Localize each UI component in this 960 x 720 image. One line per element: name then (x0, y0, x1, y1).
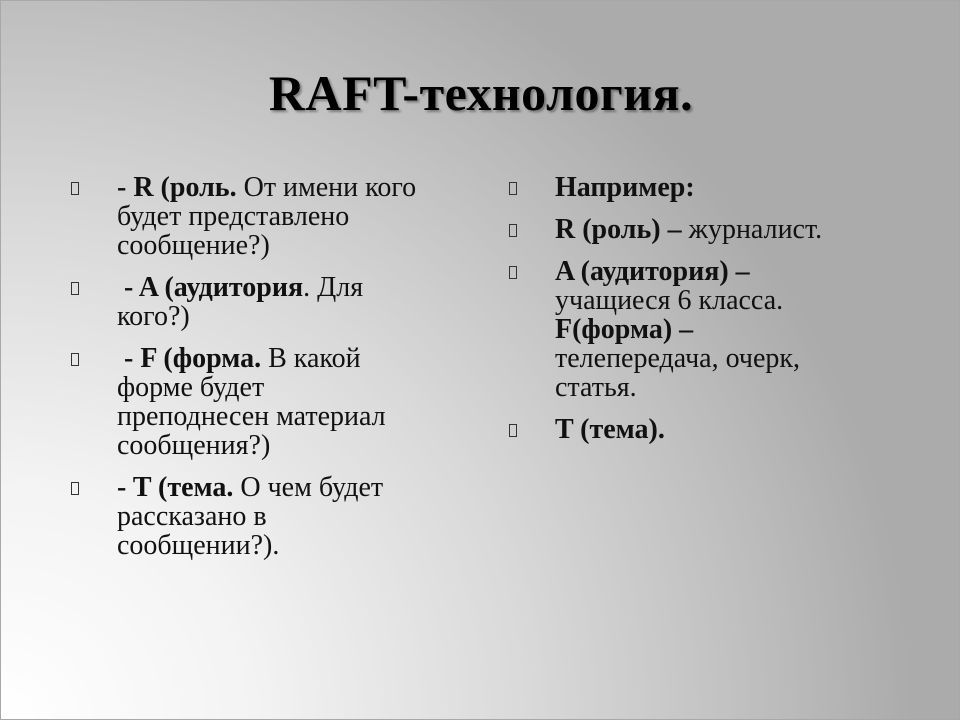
text-normal: будет представлено (117, 201, 350, 232)
bullet-box-icon (509, 266, 517, 279)
text-bold: - T (тема. (117, 472, 234, 503)
text-line (555, 257, 909, 286)
text-normal: . Для (303, 272, 364, 303)
text-line (117, 373, 471, 402)
text-line (117, 202, 471, 231)
text-normal: статья. (555, 372, 637, 403)
text-normal: В какой (261, 343, 361, 374)
slide-title: RAFT-технология. (268, 65, 694, 121)
right-list-item (509, 415, 909, 444)
text-normal: кого?) (117, 301, 190, 332)
text-line (117, 402, 471, 431)
right-column (509, 173, 909, 457)
text-normal: журналист. (681, 214, 823, 245)
text-line (117, 431, 471, 460)
text-line (555, 344, 909, 373)
text-line (117, 273, 471, 302)
text-bold: - F (форма. (117, 343, 262, 374)
text-line (117, 173, 471, 202)
text-bold: T (тема). (555, 414, 665, 445)
text-line (555, 315, 909, 344)
text-normal: форме будет (117, 372, 265, 403)
text-normal: сообщения?) (117, 430, 271, 461)
text-line (555, 173, 909, 202)
text-normal: преподнесен материал (117, 401, 386, 432)
left-column (71, 173, 471, 573)
text-normal: учащиеся 6 класса. (555, 285, 784, 316)
text-line (117, 231, 471, 260)
bullet-box-icon (71, 182, 79, 195)
bullet-box-icon (71, 282, 79, 295)
text-bold: Например: (555, 172, 695, 203)
bullet-box-icon (71, 353, 79, 366)
text-line (117, 302, 471, 331)
bullet-box-icon (509, 182, 517, 195)
text-line (555, 215, 909, 244)
bullet-box-icon (71, 482, 79, 495)
text-normal: От имени кого (236, 172, 417, 203)
text-line (555, 286, 909, 315)
left-list-item (71, 473, 471, 560)
right-list-item (509, 257, 909, 402)
text-bold: - R (роль. (117, 172, 237, 203)
right-list-item (509, 173, 909, 202)
text-bold: F(форма) – (555, 314, 694, 345)
text-line (117, 502, 471, 531)
text-normal: рассказано в (117, 501, 267, 532)
left-list-item (71, 173, 471, 260)
text-line (555, 373, 909, 402)
text-line (117, 473, 471, 502)
bullet-box-icon (509, 224, 517, 237)
right-list-item (509, 215, 909, 244)
text-bold: - A (аудитория (117, 272, 304, 303)
left-list-item (71, 344, 471, 460)
text-bold: A (аудитория) – (555, 256, 750, 287)
text-line (555, 415, 909, 444)
text-normal: О чем будет (233, 472, 384, 503)
text-normal: сообщение?) (117, 230, 270, 261)
bullet-box-icon (509, 424, 517, 437)
text-bold: R (роль) – (555, 214, 682, 245)
text-normal: телепередача, очерк, (555, 343, 800, 374)
text-normal: сообщении?). (117, 530, 280, 561)
text-line (117, 531, 471, 560)
left-list-item (71, 273, 471, 331)
text-line (117, 344, 471, 373)
